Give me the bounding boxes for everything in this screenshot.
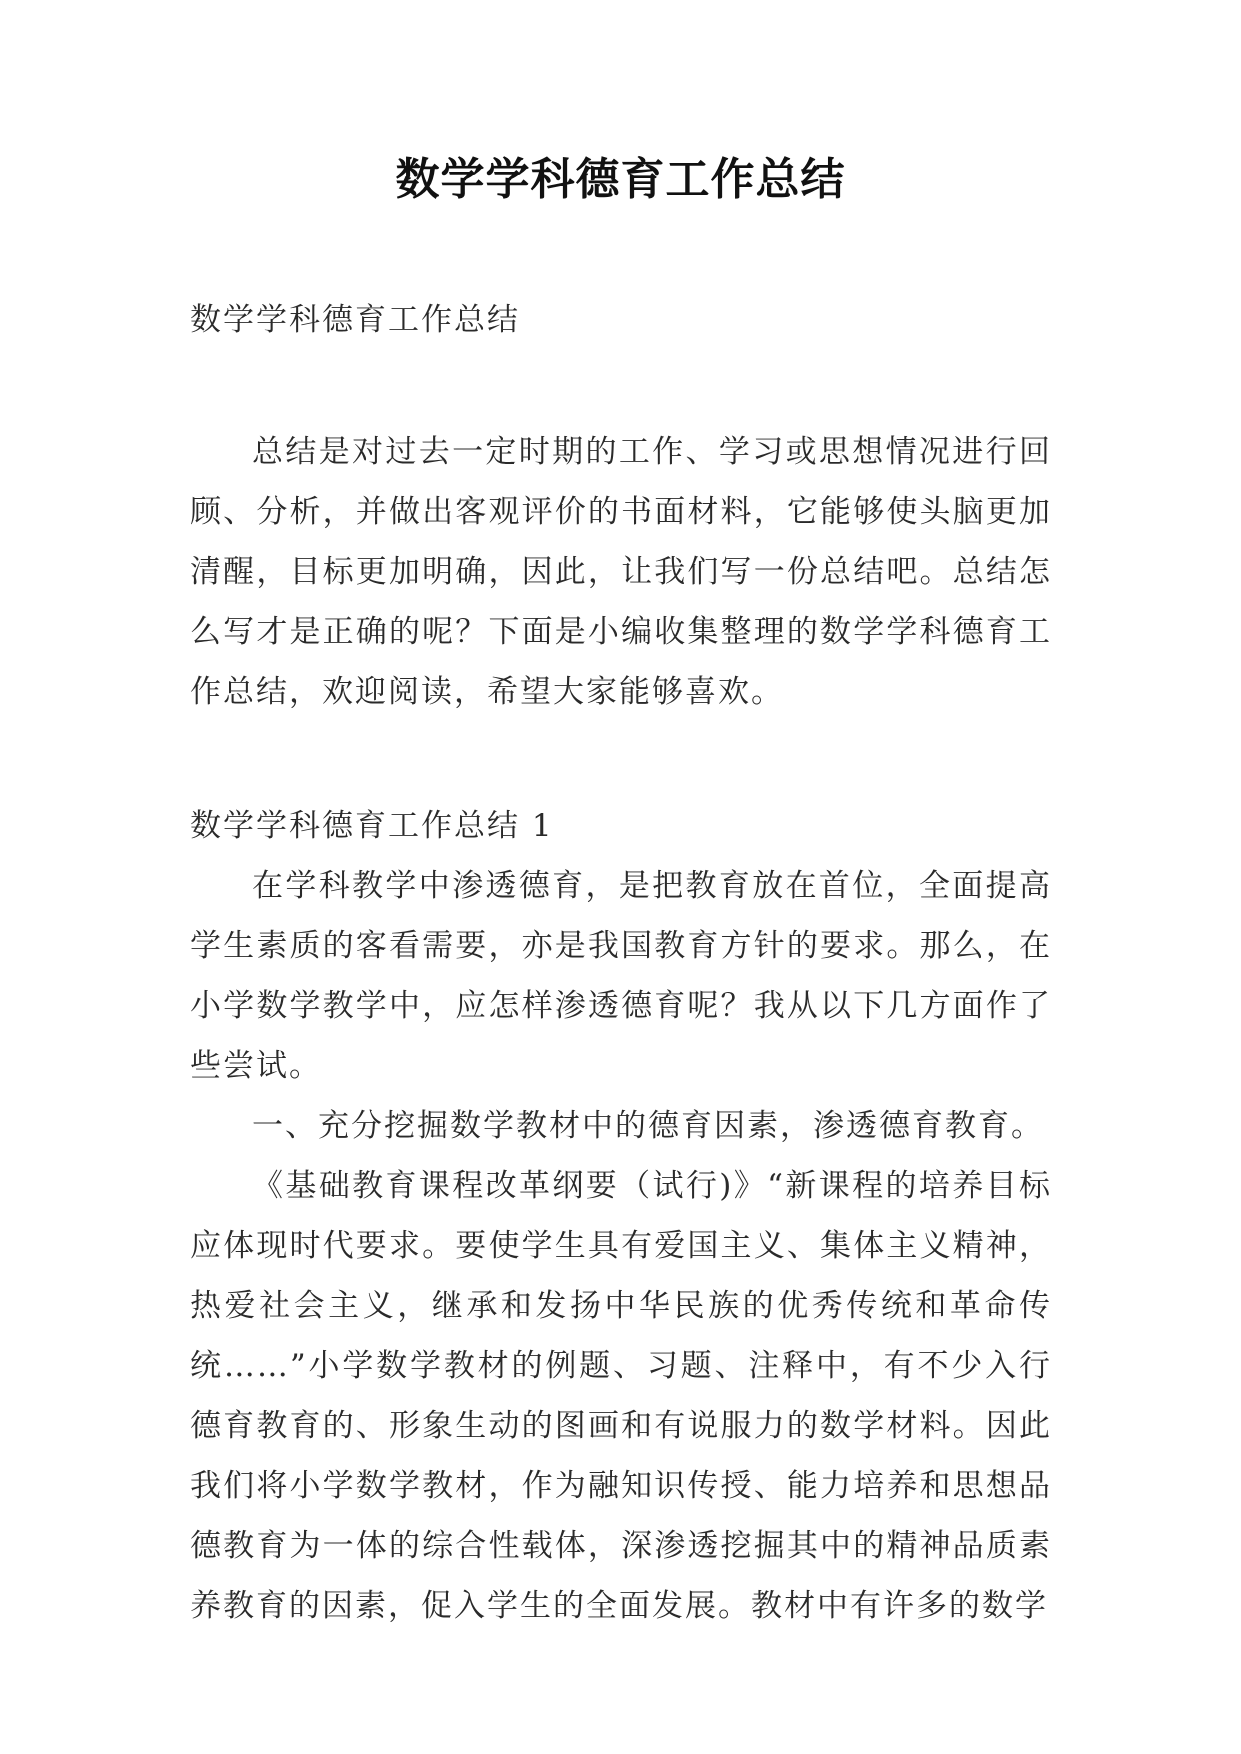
document-subtitle: 数学学科德育工作总结 (190, 302, 520, 338)
intro-paragraph: 总结是对过去一定时期的工作、学习或思想情况进行回顾、分析，并做出客观评价的书面材料，它能够使头脑更加清醒，目标更加明确，因此，让我们写一份总结吧。总结怎么写才是正确的呢？下面是小编收集整理的数学学科德育工作总结，欢迎阅读，希望大家能够喜欢。 (190, 434, 1052, 710)
spacer (190, 350, 1052, 422)
spacer (190, 722, 1052, 796)
document-title: 数学学科德育工作总结 (395, 154, 846, 205)
body-paragraph: 《基础教育课程改革纲要（试行)》“新课程的培养目标应体现时代要求。要使学生具有爱国主义、集体主义精神，热爱社会主义，继承和发扬中华民族的优秀传统和革命传统……”小学数学教材的例题、习题、注释中，有不少入行德育教育的、形象生动的图画和有说服力的数学材料。因此我们将小学数学教材，作为融知识传授、能力培养和思想品德教育为一体的综合性载体，深渗透挖掘其中的精神品质素养教育的因素，促入学生的全面发展。教材中有许多的数学 (190, 1168, 1052, 1624)
body-paragraph: 一、充分挖掘数学教材中的德育因素，渗透德育教育。 (252, 1108, 1044, 1144)
document-body (190, 290, 1052, 1636)
body-paragraph: 在学科教学中渗透德育，是把教育放在首位，全面提高学生素质的客看需要，亦是我国教育方针的要求。那么，在小学数学教学中，应怎样渗透德育呢？我从以下几方面作了些尝试。 (190, 868, 1052, 1084)
section-heading: 数学学科德育工作总结 1 (190, 808, 554, 844)
